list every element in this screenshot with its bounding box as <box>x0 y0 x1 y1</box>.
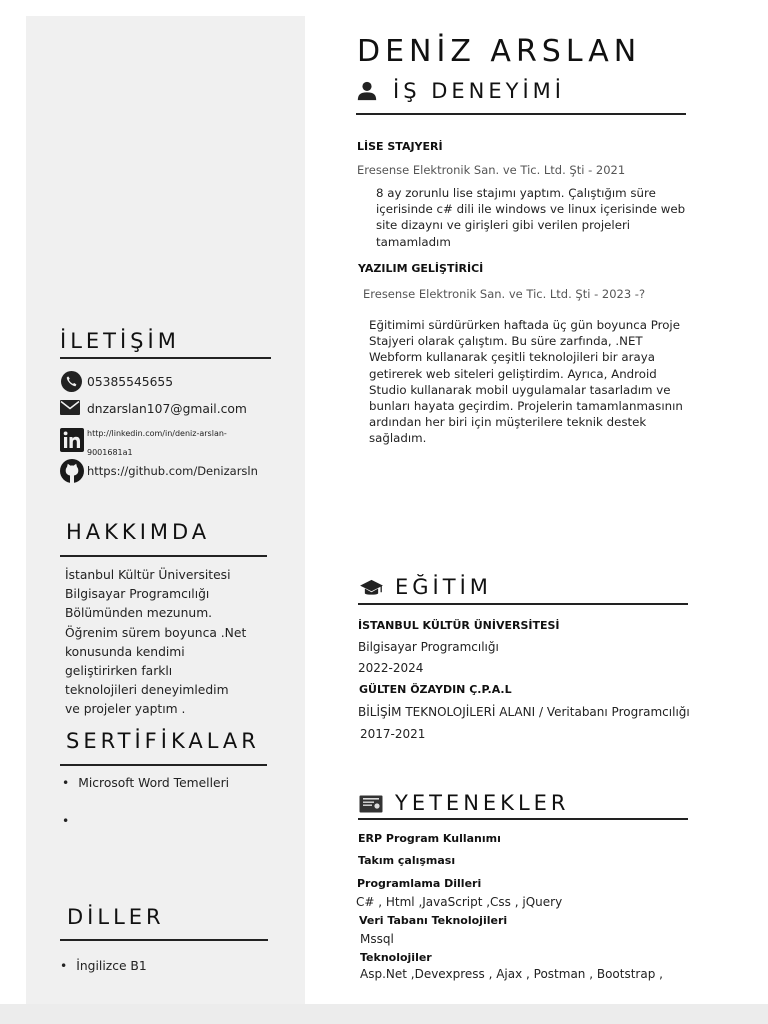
linkedin-icon <box>60 428 84 452</box>
skill-teamwork: Takım çalışması <box>358 854 456 867</box>
experience-divider <box>356 113 686 115</box>
contact-linkedin[interactable] <box>87 424 227 462</box>
languages-divider <box>60 939 268 941</box>
certificate-icon <box>359 795 383 814</box>
school-1-name: İSTANBUL KÜLTÜR ÜNİVERSİTESİ <box>358 619 560 632</box>
about-line: İstanbul Kültür Üniversitesi <box>65 568 231 582</box>
about-text <box>65 566 285 720</box>
job-1-company: Eresense Elektronik San. ve Tic. Ltd. Şti - 2021 <box>357 163 626 177</box>
school-1-program: Bilgisayar Programcılığı <box>358 640 499 654</box>
job-2-company: Eresense Elektronik San. ve Tic. Ltd. Şti - 2023 -? <box>363 287 646 301</box>
skill-programming-list: C# , Html ,JavaScript ,Css , jQuery <box>356 895 563 909</box>
skill-programming-title: Programlama Dilleri <box>357 877 482 890</box>
skill-database-list: Mssql <box>360 932 394 946</box>
phone-icon <box>61 371 82 392</box>
about-section-title: HAKKIMDA <box>66 520 211 544</box>
graduation-cap-icon <box>359 578 384 597</box>
certificate-item-empty <box>64 814 78 828</box>
about-line: konusunda kendimi <box>65 644 185 659</box>
school-2-program: BİLİŞİM TEKNOLOJİLERİ ALANI / Veritabanı Programcılığı <box>358 705 690 719</box>
job-1-description: 8 ay zorunlu lise stajımı yaptım. Çalıştığım süre içerisinde c# dili ile windows ve linux içerisinde web site dizaynı ve girişleri gibi verilen projeleri tamamladım <box>376 186 686 249</box>
job-1-role: LİSE STAJYERİ <box>357 140 443 153</box>
skill-database-title: Veri Tabanı Teknolojileri <box>359 914 508 927</box>
contact-github[interactable]: https://github.com/Denizarsln <box>87 464 258 478</box>
about-line: Bilgisayar Programcılığı <box>65 587 210 602</box>
sidebar <box>26 16 305 1004</box>
contact-divider <box>60 357 271 359</box>
skills-section-title: YETENEKLER <box>395 791 570 815</box>
school-2-name: GÜLTEN ÖZAYDIN Ç.P.A.L <box>359 683 512 696</box>
languages-section-title: DİLLER <box>67 905 165 929</box>
certificate-item <box>64 776 229 790</box>
experience-section-title: İŞ DENEYİMİ <box>393 79 565 103</box>
education-divider <box>358 603 688 605</box>
job-2-description: Eğitimimi sürdürürken haftada üç gün boyunca Proje Stajyeri olarak çalıştım. Bu süre zarfında, .NET Webform kullanarak çeşitli teknolojileri bir araya getirerek web siteleri geliştirdim. Ayrıca, Android Studio kullanarak mobil uygulamalar tasarladım ve bunları hayata geçirdim. Projelerin tamamlanmasının ardından her biri için müşterilere teknik destek sağladım. <box>369 318 683 446</box>
about-line: teknolojileri deneyimledim <box>65 683 229 698</box>
school-2-years: 2017-2021 <box>360 727 426 741</box>
contact-email[interactable]: dnzarslan107@gmail.com <box>87 402 247 416</box>
github-icon <box>60 459 84 483</box>
certificate-item-label: Microsoft Word Temelleri <box>78 776 230 790</box>
skills-divider <box>358 818 688 820</box>
about-line: geliştirirken farklı <box>65 664 173 679</box>
about-line: Bölümünden mezunum. <box>65 606 213 621</box>
education-section-title: EĞİTİM <box>395 575 492 599</box>
language-item-label: İngilizce B1 <box>76 959 147 973</box>
job-2-role: YAZILIM GELİŞTİRİCİ <box>358 262 484 275</box>
language-item <box>62 959 147 973</box>
contact-section-title: İLETİŞİM <box>60 329 180 353</box>
contact-linkedin-line2: 9001681a1 <box>87 448 133 457</box>
skill-tech-list: Asp.Net ,Devexpress , Ajax , Postman , Bootstrap , <box>360 967 663 981</box>
candidate-name: DENİZ ARSLAN <box>357 34 642 69</box>
email-icon <box>60 400 80 415</box>
about-line: Öğrenim sürem boyunca .Net <box>65 625 247 640</box>
skill-tech-title: Teknolojiler <box>360 951 432 964</box>
about-divider <box>60 555 267 557</box>
person-icon <box>356 80 378 102</box>
contact-linkedin-line1: http://linkedin.com/in/deniz-arslan- <box>87 429 227 438</box>
school-1-years: 2022-2024 <box>358 661 424 675</box>
certificates-divider <box>60 764 267 766</box>
contact-phone[interactable]: 05385545655 <box>87 375 174 389</box>
about-line: ve projeler yaptım . <box>65 702 186 717</box>
certificates-section-title: SERTİFİKALAR <box>66 729 260 753</box>
skill-erp: ERP Program Kullanımı <box>358 832 501 845</box>
